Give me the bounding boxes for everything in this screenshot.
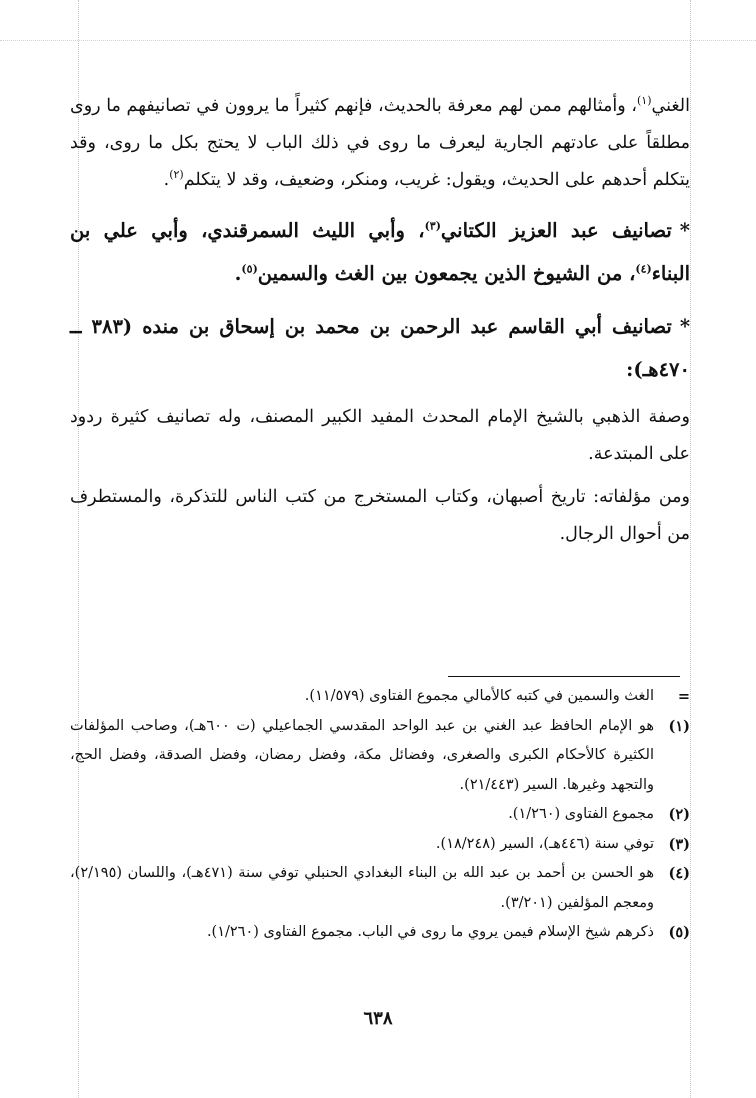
footnote-number: (٢): [668, 806, 690, 823]
bullet-star: *: [679, 219, 690, 242]
footnote-text: ذكرهم شيخ الإسلام فيمن يروي ما روى في الباب. مجموع الفتاوى (١/٢٦٠).: [206, 924, 654, 940]
footnote-4: [70, 859, 690, 918]
paragraph-1: [70, 88, 690, 199]
entry-1-text-b: ، وأبي الليث السمرقندي، وأبي علي بن البناء: [70, 219, 690, 285]
footnote-ref-5: (٥): [241, 262, 258, 276]
main-text: [70, 88, 690, 559]
p1-text-a: الغني: [651, 96, 690, 116]
page-number: ٦٣٨: [363, 1008, 393, 1029]
p1-end: .: [163, 170, 170, 190]
scan-guide-right: [690, 0, 691, 1098]
entry-1-end: .: [234, 262, 242, 285]
footnote-number: (٥): [668, 924, 690, 941]
entry-2-text: تصانيف أبي القاسم عبد الرحمن بن محمد بن إسحاق بن منده (٣٨٣ ــ ٤٧٠هـ):: [70, 315, 690, 381]
entry-kattani: [70, 209, 690, 295]
entry-1-text-c: ، من الشيوخ الذين يجمعون بين الغث والسمين: [257, 262, 636, 285]
footnote-ref-4: (٤): [635, 262, 652, 276]
footnote-text: هو الحسن بن أحمد بن عبد الله بن البناء البغدادي الحنبلي توفي سنة (٤٧١هـ)، واللسان (٢/١٩٥)، ومعجم المؤلفين (٣/٢٠١).: [70, 865, 654, 911]
paragraph-3: ومن مؤلفاته: تاريخ أصبهان، وكتاب المستخرج من كتب الناس للتذكرة، والمستطرف من أحوال الرجال.: [70, 487, 690, 544]
footnotes: [70, 682, 690, 948]
footnote-number: (١): [668, 717, 690, 735]
footnote-ref-2: (٢): [169, 168, 184, 182]
footnote-continued: [70, 682, 690, 712]
footnote-number: =: [677, 688, 690, 705]
footnote-ref-1: (١): [636, 94, 652, 108]
footnote-1: [70, 712, 690, 801]
entry-ibn-mandah: [70, 305, 690, 391]
bullet-star: *: [679, 315, 691, 338]
entry-1-text-a: تصانيف عبد العزيز الكتاني: [440, 219, 672, 242]
footnote-divider: [448, 676, 680, 677]
footnote-number: (٤): [668, 865, 690, 882]
footnote-text: هو الإمام الحافظ عبد الغني بن عبد الواحد المقدسي الجماعيلي (ت ٦٠٠هـ)، وصاحب المؤلفات الكثيرة كالأحكام الكبرى والصغرى، وفضائل مكة، وفضل رمضان، وفضل الصدقة، وفضل الحج، والتجهد وغيرها. السير (٢١/٤٤٣).: [70, 717, 654, 793]
p1-text-b: ، وأمثالهم ممن لهم معرفة بالحديث، فإنهم كثيراً ما يروون في تصانيفهم ما روى مطلقاً على عادتهم الجارية ليعرف ما روى في ذلك الباب لا يحتج بكل ما روى، وقد يتكلم أحدهم على الحديث، ويقول: غريب، ومنكر، وضعيف، وقد لا يتكلم: [70, 96, 690, 190]
footnote-ref-3: (٣): [424, 219, 441, 233]
footnote-number: (٣): [668, 835, 690, 853]
footnote-3: [70, 830, 690, 860]
footnote-text: الغث والسمين في كتبه كالأمالي مجموع الفتاوى (١١/٥٧٩).: [304, 688, 654, 704]
footnote-text: توفي سنة (٤٤٦هـ)، السير (١٨/٢٤٨).: [435, 835, 654, 852]
footnote-5: [70, 918, 690, 948]
paragraph-2: وصفة الذهبي بالشيخ الإمام المحدث المفيد الكبير المصنف، وله تصانيف كثيرة ردود على المبتدعة.: [70, 407, 690, 464]
footnote-2: [70, 800, 690, 830]
scan-guide-top: [0, 40, 756, 41]
footnote-text: مجموع الفتاوى (١/٢٦٠).: [508, 806, 654, 822]
